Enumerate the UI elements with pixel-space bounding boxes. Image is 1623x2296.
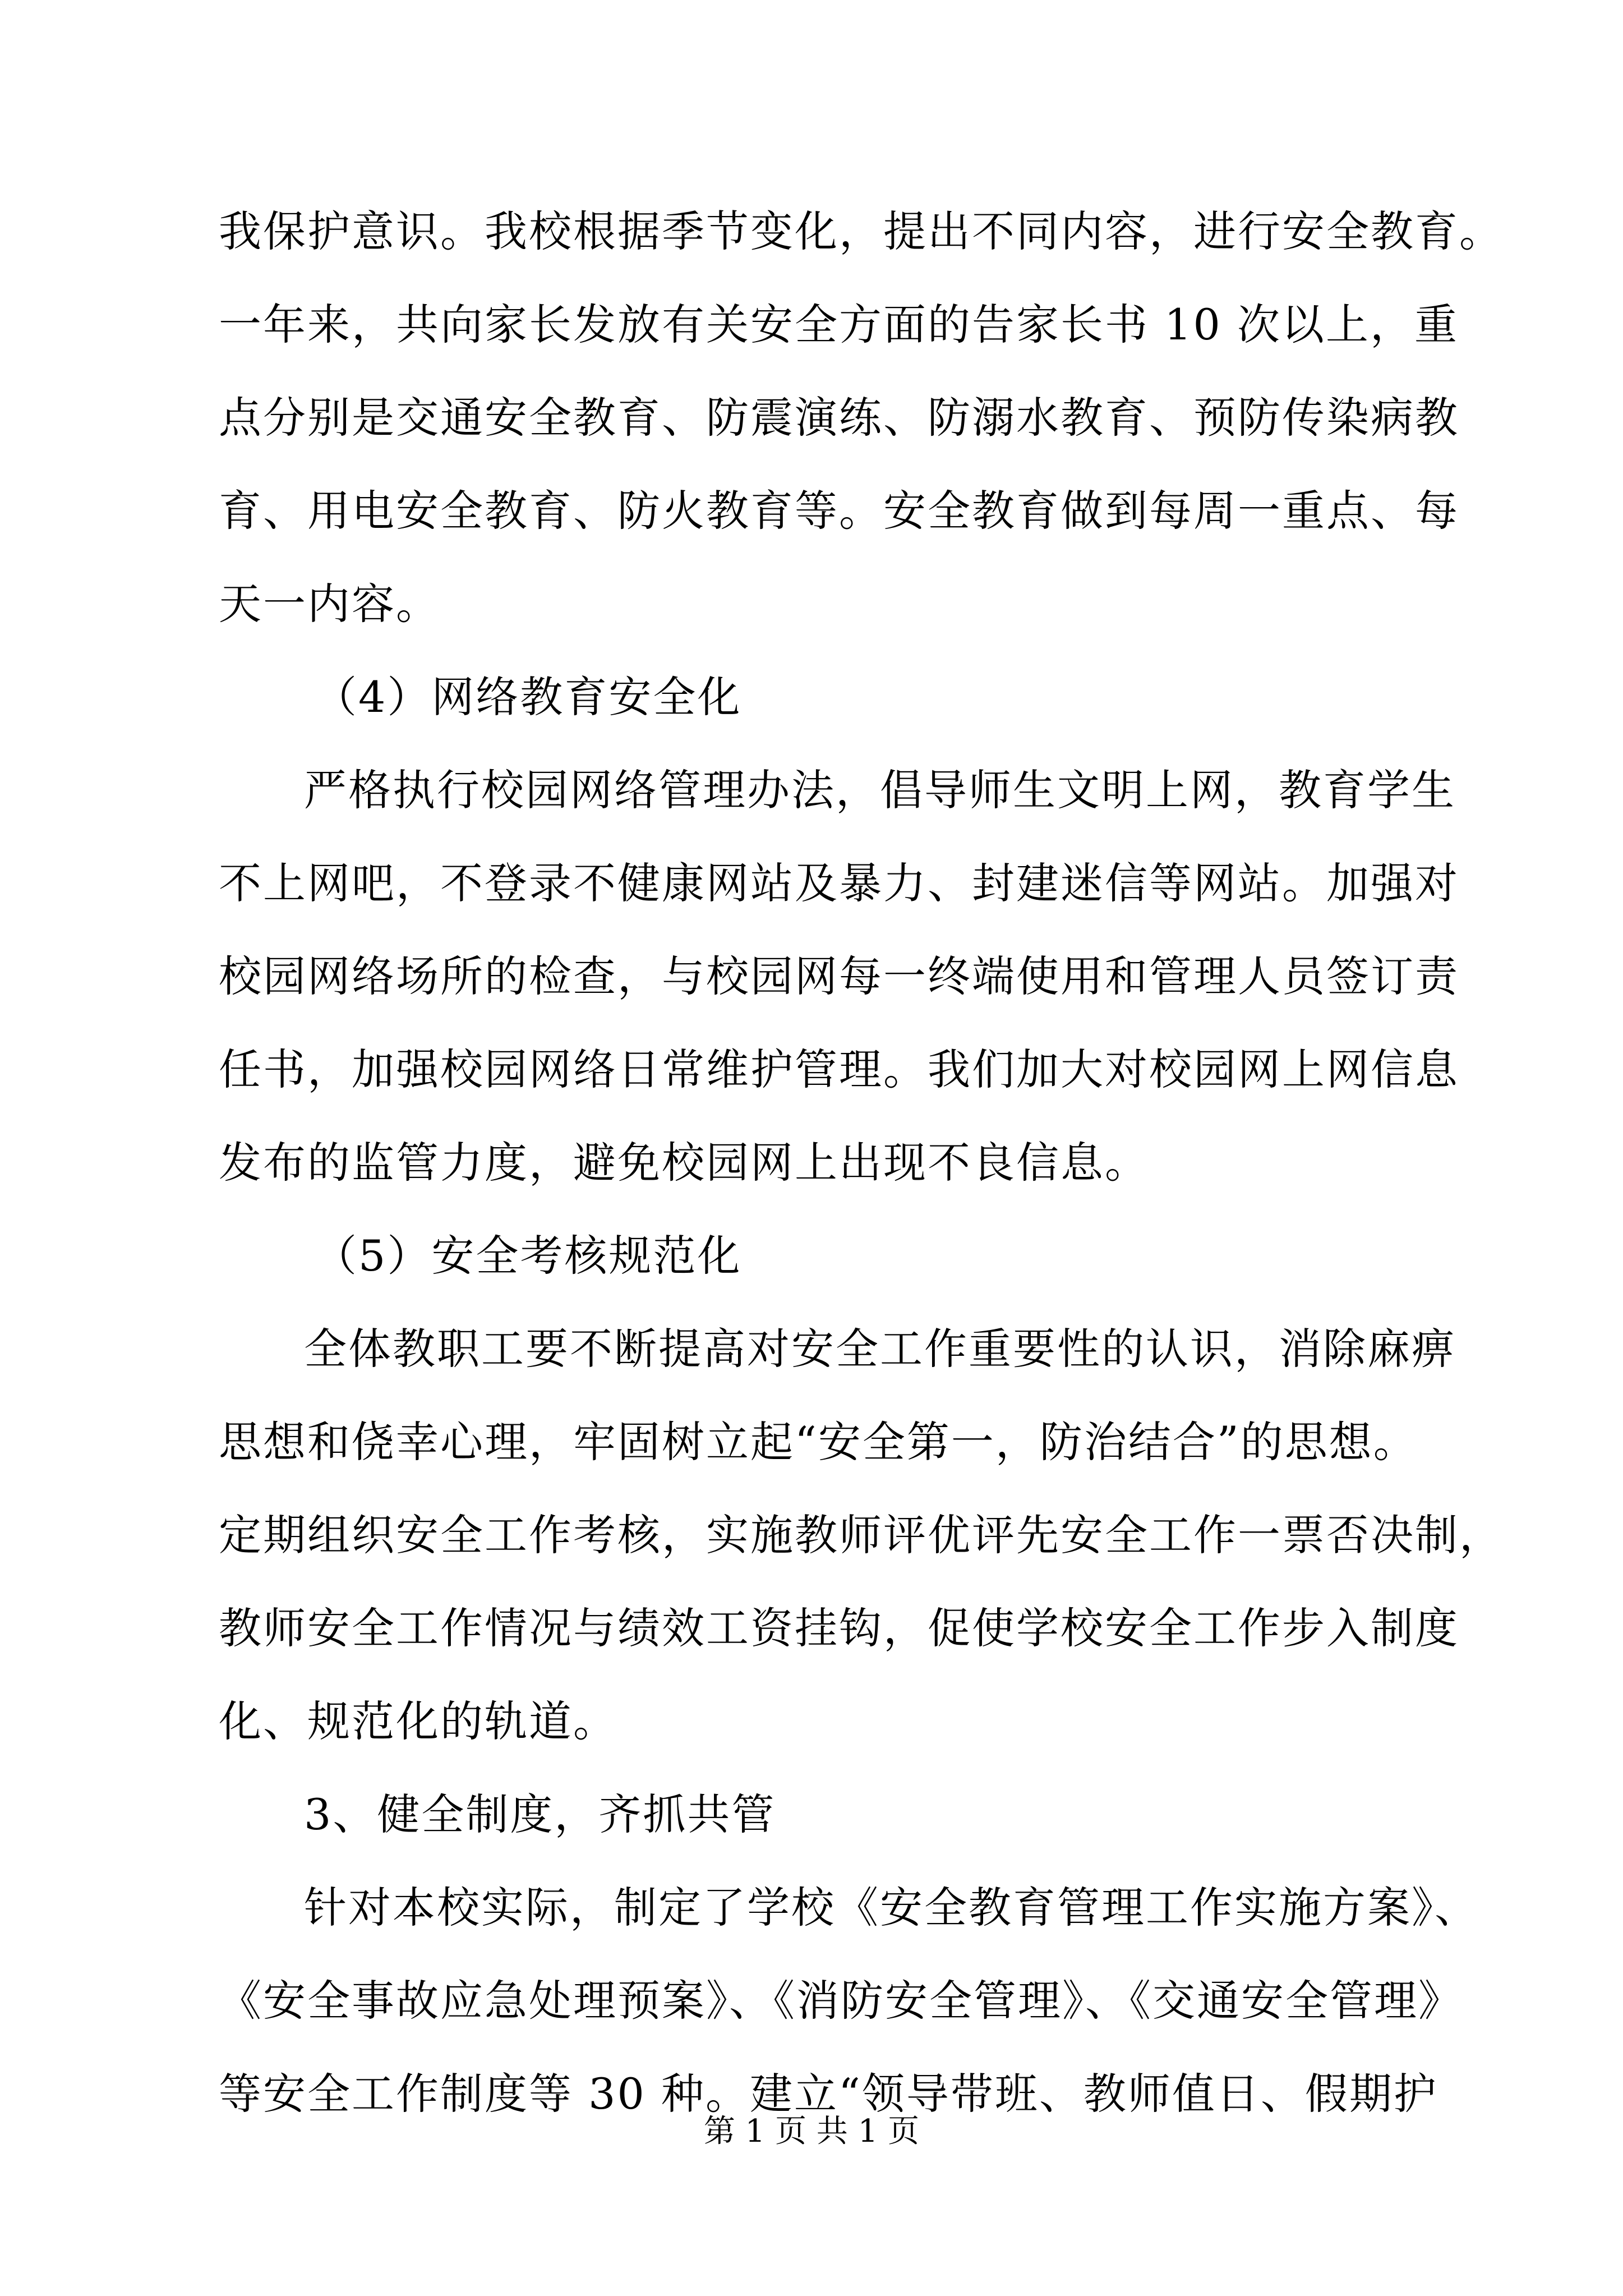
paragraph-first-line: 严格执行校园网络管理办法，倡导师生文明上网，教育学生 — [304, 765, 1456, 815]
text-line: 定期组织安全工作考核，实施教师评优评先安全工作一票否决制， — [219, 1510, 1504, 1560]
text-line: 发布的监管力度，避免校园网上出现不良信息。 — [219, 1138, 1149, 1188]
text-line: 教师安全工作情况与绩效工资挂钩，促使学校安全工作步入制度 — [219, 1603, 1459, 1653]
text-line: 化、规范化的轨道。 — [219, 1696, 617, 1746]
text-line: 天一内容。 — [219, 579, 440, 629]
section-heading: 3、健全制度，齐抓共管 — [304, 1789, 776, 1839]
text-line: 思想和侥幸心理，牢固树立起“安全第一，防治结合”的思想。 — [219, 1417, 1418, 1467]
page-number-footer: 第 1 页 共 1 页 — [703, 2113, 920, 2150]
paragraph-first-line: 全体教职工要不断提高对安全工作重要性的认识，消除麻痹 — [304, 1324, 1456, 1374]
text-line: 任书，加强校园网络日常维护管理。我们加大对校园网上网信息 — [219, 1045, 1459, 1094]
text-line: 我保护意识。我校根据季节变化，提出不同内容，进行安全教育。 — [219, 206, 1504, 256]
text-line: 校园网络场所的检查，与校园网每一终端使用和管理人员签订责 — [219, 951, 1459, 1001]
text-line: 《安全事故应急处理预案》、《消防安全管理》、《交通安全管理》 — [219, 1976, 1463, 2026]
text-line: 一年来，共向家长发放有关安全方面的告家长书 10 次以上，重 — [219, 300, 1459, 349]
text-line: 等安全工作制度等 30 种。建立“领导带班、教师值日、假期护 — [219, 2069, 1438, 2119]
text-line: 育、用电安全教育、防火教育等。安全教育做到每周一重点、每 — [219, 486, 1459, 536]
paragraph-first-line: 针对本校实际，制定了学校《安全教育管理工作实施方案》、 — [304, 1883, 1479, 1932]
section-heading: （4）网络教育安全化 — [314, 672, 742, 722]
section-heading: （5）安全考核规范化 — [314, 1231, 742, 1281]
text-line: 不上网吧，不登录不健康网站及暴力、封建迷信等网站。加强对 — [219, 858, 1459, 908]
document-body — [219, 185, 1504, 2141]
text-line: 点分别是交通安全教育、防震演练、防溺水教育、预防传染病教 — [219, 393, 1459, 443]
